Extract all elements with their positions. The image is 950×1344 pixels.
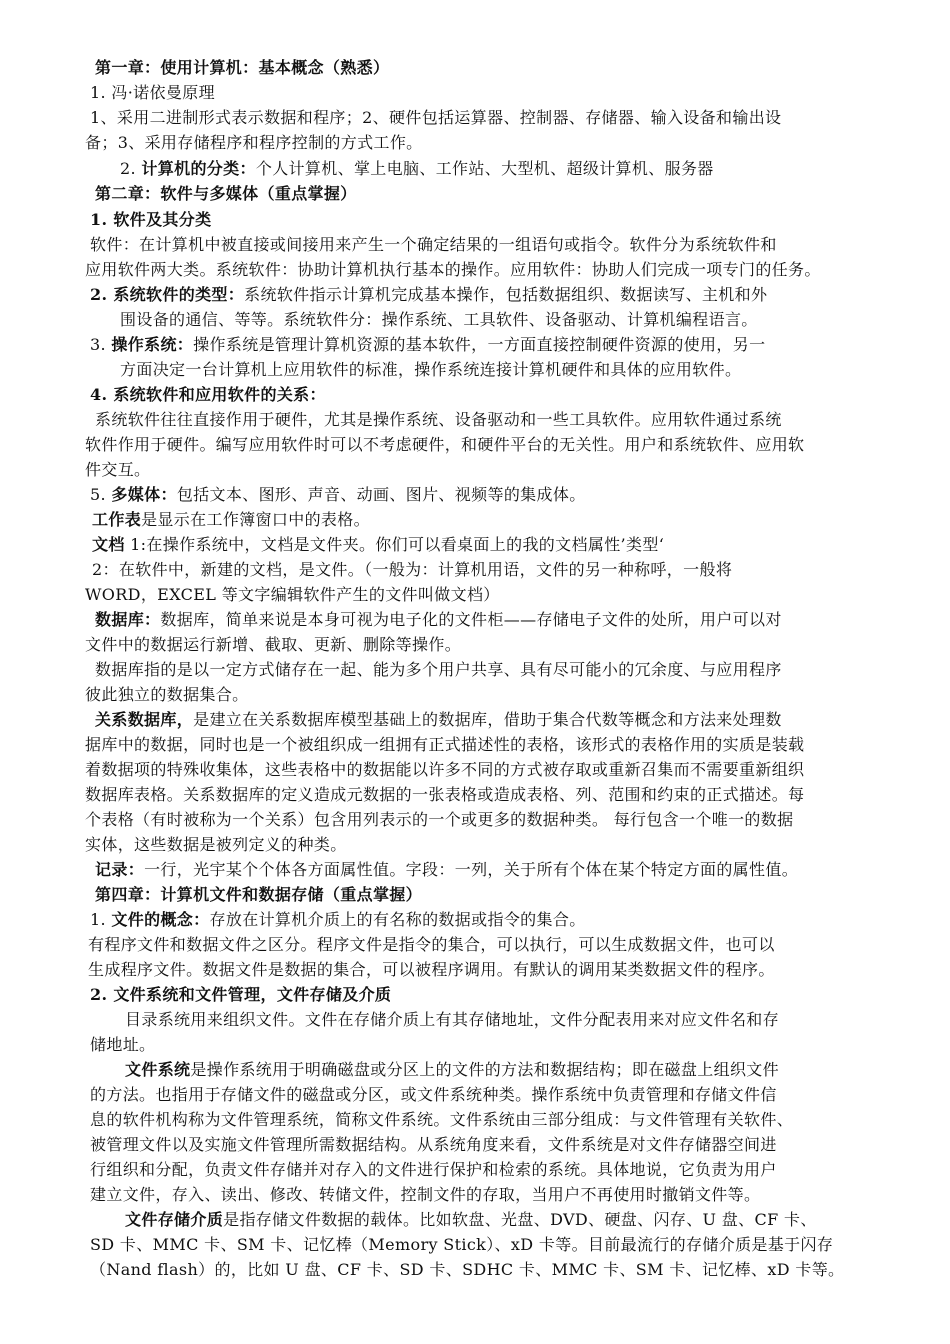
document-line3: WORD，EXCEL 等文字编辑软件产生的文件叫做文档） [85, 585, 500, 604]
worksheet-label: 工作表 [92, 510, 142, 529]
ch1-item2-label: 计算机的分类： [141, 159, 256, 178]
database-definition [95, 608, 912, 632]
ch2-s3-line2: 方面决定一台计算机上应用软件的标准，操作系统连接计算机硬件和具体的应用软件。 [120, 360, 742, 379]
ch2-s2-text: 系统软件指示计算机完成基本操作，包括数据组织、数据读写、主机和外 [244, 285, 768, 304]
ch2-s4-line2: 软件作用于硬件。编写应用软件时可以不考虑硬件，和硬件平台的无关性。用户和系统软件、应用软 [85, 435, 805, 454]
filesystem-definition [125, 1058, 912, 1082]
ch4-s1 [90, 908, 912, 932]
document-line2: 2：在软件中，新建的文档，是文件。（一般为：计算机用语，文件的另一种称呼，一般将 [92, 560, 733, 579]
relational-db-line2: 据库中的数据，同时也是一个被组织成一组拥有正式描述性的表格，该形式的表格作用的实质是装载 [85, 735, 805, 754]
record-definition [95, 858, 912, 882]
database-para2-line1: 数据库指的是以一定方式储存在一起、能为多个用户共享、具有尽可能小的冗余度、与应用程序 [95, 660, 782, 679]
record-text: 一行，光宇某个个体各方面属性值。字段：一列，关于所有个体在某个特定方面的属性值。 [144, 860, 799, 879]
ch2-s3-num: 3. [90, 335, 112, 354]
ch1-item2-text: 个人计算机、掌上电脑、工作站、大型机、超级计算机、服务器 [255, 159, 714, 178]
ch2-s3-text: 操作系统是管理计算机资源的基本软件，一方面直接控制硬件资源的使用，另一 [193, 335, 766, 354]
storage-media-line2: SD 卡、MMC 卡、SM 卡、记忆棒（Memory Stick）、xD 卡等。目前最流行的存储介质是基于闪存 [90, 1235, 834, 1254]
ch2-s5 [90, 483, 912, 507]
ch1-item1: 1. 冯·诺依曼原理 [90, 83, 215, 102]
ch2-s2-line2: 围设备的通信、等等。系统软件分：操作系统、工具软件、设备驱动、计算机编程语言。 [120, 310, 758, 329]
ch2-s1-line1: 软件：在计算机中被直接或间接用来产生一个确定结果的一组语句或指令。软件分为系统软件和 [90, 235, 777, 254]
ch4-s1-label: 文件的概念： [111, 910, 210, 929]
storage-media-line3: （Nand flash）的，比如 U 盘、CF 卡、SD 卡、SDHC 卡、MMC 卡、SM 卡、记忆棒、xD 卡等。 [90, 1260, 845, 1279]
storage-media-label: 文件存储介质 [125, 1210, 224, 1229]
ch4-s1-line2: 有程序文件和数据文件之区分。程序文件是指令的集合，可以执行，可以生成数据文件，也可以 [88, 935, 775, 954]
ch1-para1-line2: 备；3、采用存储程序和程序控制的方式工作。 [85, 133, 423, 152]
filesystem-line6: 建立文件，存入、读出、修改、转储文件，控制文件的存取，当用户不再使用时撤销文件等。 [90, 1185, 761, 1204]
filesystem-label: 文件系统 [125, 1060, 191, 1079]
ch2-s2-label: 2. 系统软件的类型： [90, 285, 245, 304]
database-line2: 文件中的数据运行新增、截取、更新、删除等操作。 [85, 635, 462, 654]
ch2-s5-text: 包括文本、图形、声音、动画、图片、视频等的集成体。 [176, 485, 586, 504]
document-label: 文档 [92, 535, 125, 554]
ch2-section1-heading: 1. 软件及其分类 [90, 210, 212, 229]
database-text: 数据库，简单来说是本身可视为电子化的文件柜——存储电子文件的处所，用户可以对 [160, 610, 782, 629]
ch4-section2-heading: 2. 文件系统和文件管理，文件存储及介质 [90, 985, 392, 1004]
filesystem-line2: 的方法。也指用于存储文件的磁盘或分区，或文件系统种类。操作系统中负责管理和存储文件信 [90, 1085, 777, 1104]
database-label: 数据库： [95, 610, 161, 629]
filesystem-line5: 行组织和分配，负责文件存储并对存入的文件进行保护和检索的系统。具体地说，它负责为用户 [90, 1160, 777, 1179]
relational-db-line5: 个表格（有时被称为一个关系）包含用列表示的一个或更多的数据种类。 每行包含一个唯一的数据 [85, 810, 794, 829]
filesystem-text: 是操作系统用于明确磁盘或分区上的文件的方法和数据结构；即在磁盘上组织文件 [190, 1060, 780, 1079]
ch1-item2 [120, 157, 912, 181]
ch2-s5-label: 多媒体： [111, 485, 177, 504]
document-text-1: 1:在操作系统中，文档是文件夹。你们可以看桌面上的我的文档属性’类型‘ [124, 535, 665, 554]
chapter4-title: 第四章：计算机文件和数据存储（重点掌握） [95, 885, 423, 904]
ch4-s2-line1: 目录系统用来组织文件。文件在存储介质上有其存储地址，文件分配表用来对应文件名和存 [125, 1010, 780, 1029]
document-definition [92, 533, 912, 557]
ch2-s1-line2: 应用软件两大类。系统软件：协助计算机执行基本的操作。应用软件：协助人们完成一项专门的任务。 [85, 260, 821, 279]
ch2-s4-line1: 系统软件往往直接作用于硬件，尤其是操作系统、设备驱动和一些工具软件。应用软件通过系统 [95, 410, 782, 429]
relational-db-label: 关系数据库， [95, 710, 194, 729]
storage-media-definition [125, 1208, 912, 1232]
relational-db-text: 是建立在关系数据库模型基础上的数据库，借助于集合代数等概念和方法来处理数 [193, 710, 782, 729]
chapter1-title: 第一章：使用计算机：基本概念（熟悉） [95, 58, 390, 77]
filesystem-line4: 被管理文件以及实施文件管理所需数据结构。从系统角度来看，文件系统是对文件存储器空间进 [90, 1135, 777, 1154]
ch4-s1-line3: 生成程序文件。数据文件是数据的集合，可以被程序调用。有默认的调用某类数据文件的程序。 [88, 960, 775, 979]
worksheet-definition [92, 508, 912, 532]
database-para2-line2: 彼此独立的数据集合。 [85, 685, 249, 704]
ch4-s1-text: 存放在计算机介质上的有名称的数据或指令的集合。 [209, 910, 586, 929]
ch2-section4-heading: 4. 系统软件和应用软件的关系： [90, 385, 326, 404]
relational-db-line6: 实体，这些数据是被列定义的种类。 [85, 835, 347, 854]
record-label: 记录： [95, 860, 145, 879]
relational-db-line4: 数据库表格。关系数据库的定义造成元数据的一张表格或造成表格、列、范围和约束的正式描述。每 [85, 785, 805, 804]
storage-media-text: 是指存储文件数据的载体。比如软盘、光盘、DVD、硬盘、闪存、U 盘、CF 卡、 [223, 1210, 817, 1229]
worksheet-text: 是显示在工作簿窗口中的表格。 [141, 510, 370, 529]
ch4-s1-num: 1. [90, 910, 112, 929]
ch4-s2-line2: 储地址。 [90, 1035, 156, 1054]
ch1-para1-line1: 1、采用二进制形式表示数据和程序；2、硬件包括运算器、控制器、存储器、输入设备和输出设 [90, 108, 782, 127]
chapter2-title: 第二章：软件与多媒体（重点掌握） [95, 184, 357, 203]
relational-db-definition [95, 708, 912, 732]
ch2-s3 [90, 333, 912, 357]
ch2-s4-line3: 件交互。 [85, 460, 151, 479]
ch1-item2-num: 2. [120, 159, 142, 178]
ch2-s3-label: 操作系统： [111, 335, 194, 354]
filesystem-line3: 息的软件机构称为文件管理系统，简称文件系统。文件系统由三部分组成：与文件管理有关软件、 [90, 1110, 794, 1129]
ch2-s2 [90, 283, 912, 307]
ch2-s5-num: 5. [90, 485, 112, 504]
relational-db-line3: 着数据项的特殊收集体，这些表格中的数据能以许多不同的方式被存取或重新召集而不需要重新组织 [85, 760, 805, 779]
